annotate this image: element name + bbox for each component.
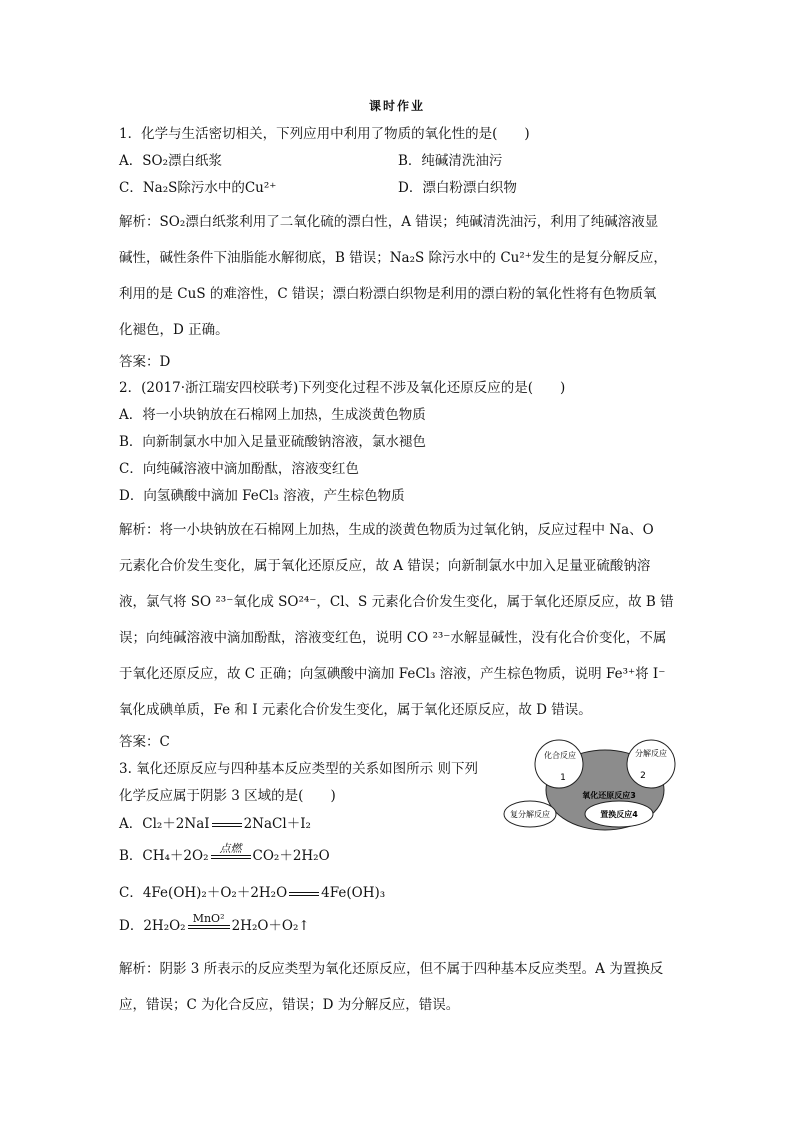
q1-option-d: D．漂白粉漂白织物	[398, 180, 517, 196]
q3-option-c: C．4Fe(OH)₂＋O₂＋2H₂O 4Fe(OH)₃	[119, 885, 386, 901]
decomposition-label: 分解反应	[635, 749, 667, 758]
q3-option-b: B．CH₄＋2O₂ 点燃 CO₂＋2H₂O	[119, 841, 330, 864]
q2-analysis-line: 于氧化还原反应，故 C 正确；向氢碘酸中滴加 FeCl₃ 溶液，产生棕色物质，说明 Fe³⁺将 I⁻	[119, 666, 666, 682]
q2-option-b: B．向新制氯水中加入足量亚硫酸钠溶液，氯水褪色	[119, 434, 426, 450]
reaction-type-diagram	[503, 738, 681, 834]
q1-option-b: B．纯碱清洗油污	[398, 153, 503, 169]
q3-option-a: A．Cl₂＋2NaI 2NaCl＋I₂	[119, 816, 311, 832]
q2-answer: 答案：C	[119, 734, 170, 750]
q2-analysis-line: 氧化成碘单质，Fe 和 I 元素化合价发生变化，属于氧化还原反应，故 D 错误。	[119, 702, 592, 718]
region-2-label: 2	[640, 771, 646, 781]
q2-option-c: C．向纯碱溶液中滴加酚酞，溶液变红色	[119, 461, 359, 477]
q1-option-c: C．Na₂S除污水中的Cu²⁺	[119, 180, 277, 196]
decomposition-region	[627, 740, 675, 788]
q2-analysis-line: 解析：将一小块钠放在石棉网上加热，生成的淡黄色物质为过氧化钠，反应过程中 Na、O	[119, 522, 654, 538]
q1-answer: 答案：D	[119, 354, 171, 370]
q2-analysis-line: 液，氯气将 SO ²³⁻氧化成 SO²⁴⁻，Cl、S 元素化合价发生变化，属于氧化还原反应，故 B 错	[119, 594, 674, 610]
reaction-condition-arrow: 点燃	[211, 843, 251, 859]
q3-stem-line: 化学反应属于阴影 3 区域的是( )	[119, 788, 336, 804]
equals-sign-icon	[289, 892, 319, 896]
double-decomposition-label: 复分解反应	[510, 810, 550, 819]
combination-label: 化合反应	[544, 751, 576, 760]
q2-analysis-line: 元素化合价发生变化，属于氧化还原反应，故 A 错误；向新制氯水中加入足量亚硫酸钠溶	[119, 558, 651, 574]
q3-stem-line: 3. 氧化还原反应与四种基本反应类型的关系如图所示 则下列	[119, 761, 478, 777]
reaction-condition-arrow: MnO²	[188, 913, 230, 929]
q2-analysis-line: 误；向纯碱溶液中滴加酚酞，溶液变红色，说明 CO ²³⁻水解显碱性，没有化合价变化，不属	[119, 630, 667, 646]
equals-sign-icon	[212, 823, 242, 827]
q1-stem: 1．化学与生活密切相关，下列应用中利用了物质的氧化性的是( )	[119, 126, 530, 142]
q1-option-a: A．SO₂漂白纸浆	[119, 153, 222, 169]
q1-analysis-line: 利用的是 CuS 的难溶性，C 错误；漂白粉漂白织物是利用的漂白粉的氧化性将有色物质氧	[119, 286, 657, 302]
region-1-label: 1	[560, 773, 566, 783]
q2-stem: 2．(2017·浙江瑞安四校联考)下列变化过程不涉及氧化还原反应的是( )	[119, 380, 566, 396]
redox-label: 氧化还原反应3	[582, 791, 636, 800]
q3-analysis-line: 解析：阴影 3 所表示的反应类型为氧化还原反应，但不属于四种基本反应类型。A 为置换反	[119, 961, 664, 977]
displacement-label: 置换反应4	[600, 810, 638, 819]
q2-option-d: D．向氢碘酸中滴加 FeCl₃ 溶液，产生棕色物质	[119, 488, 405, 504]
q1-analysis-line: 化褪色，D 正确。	[119, 322, 229, 338]
q3-option-d: D．2H₂O₂ MnO² 2H₂O＋O₂↑	[119, 911, 310, 934]
q2-option-a: A．将一小块钠放在石棉网上加热，生成淡黄色物质	[119, 407, 426, 423]
page-title: 课时作业	[368, 99, 425, 113]
q3-analysis-line: 应，错误；C 为化合反应，错误；D 为分解反应，错误。	[119, 997, 460, 1013]
q1-analysis-line: 解析：SO₂漂白纸浆利用了二氧化硫的漂白性，A 错误；纯碱清洗油污，利用了纯碱溶液显	[119, 214, 659, 230]
q1-analysis-line: 碱性，碱性条件下油脂能水解彻底，B 错误；Na₂S 除污水中的 Cu²⁺发生的是复分解反应，	[119, 250, 667, 266]
